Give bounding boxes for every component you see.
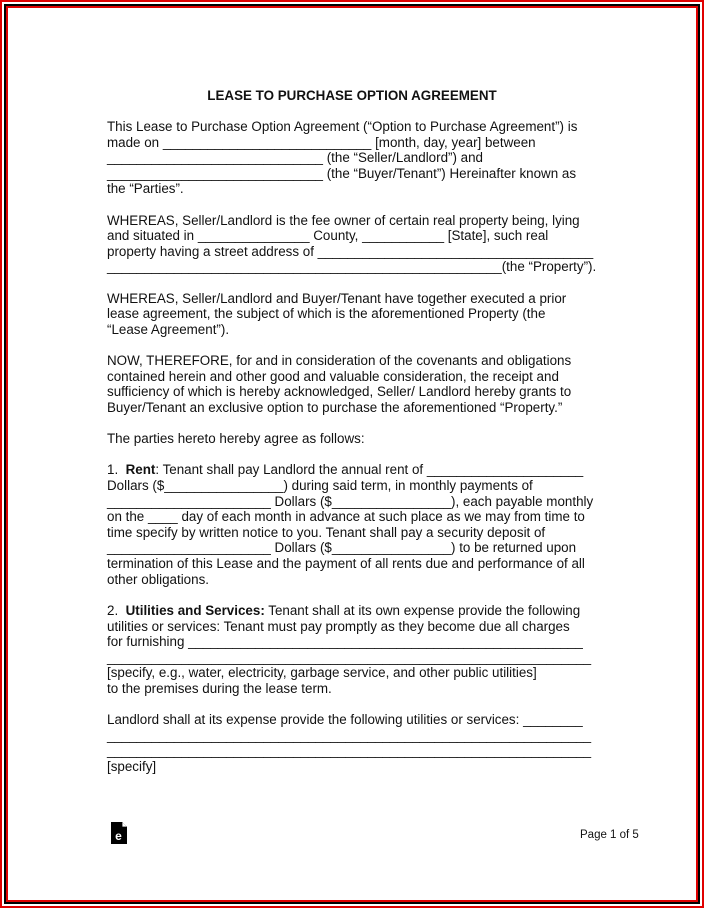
text-line: This Lease to Purchase Option Agreement (“Option to Purchase Agreement”) is [107,119,578,134]
text-line: sufficiency of which is hereby acknowledged, Seller/ Landlord hereby grants to [107,384,572,400]
text-line: and situated in _______________ County, ___________ [State], such real [107,228,549,244]
text-line: Landlord shall at its expense provide the following utilities or services: ________ [107,712,583,728]
text-line: _____________________________ (the “Buyer/Tenant”) Hereinafter known as [107,165,577,181]
section-heading: Rent [125,462,156,478]
document-title: LEASE TO PURCHASE OPTION AGREEMENT [207,88,497,103]
paragraph-spacer [107,697,607,713]
text-line: “Lease Agreement”). [107,321,230,337]
paragraph-spacer [107,447,607,463]
page-number: Page 1 of 5 [580,829,639,841]
text-line: The parties hereto hereby agree as follows: [107,431,365,447]
text-line: to the premises during the lease term. [107,680,332,696]
text-line: _____________________________________________________(the “Property”). [107,259,597,275]
text-line: _____________________________ (the “Seller/Landlord”) and [107,150,483,166]
text-line: the “Parties”. [107,181,184,197]
text-line: Dollars ($________________) during said term, in monthly payments of [107,478,533,494]
text-line: utilities or services: Tenant must pay promptly as they become due all charges [107,618,570,634]
paragraph-spacer [107,416,607,432]
text-line: Buyer/Tenant an exclusive option to purchase the aforementioned “Property.” [107,399,563,415]
text-line [107,462,607,478]
paragraph-spacer [107,338,607,354]
text-line: time specify by written notice to you. Tenant shall pay a security deposit of [107,524,546,540]
document-body [107,119,607,775]
text-line: [specify, e.g., water, electricity, garbage service, and other public utilities] [107,665,537,681]
text-line: WHEREAS, Seller/Landlord is the fee owner of certain real property being, lying [107,212,580,228]
text-line: made on ____________________________ [month, day, year] between [107,134,536,150]
text-segment: 1. [107,462,126,478]
text-segment: : Tenant shall pay Landlord the annual rent of _____________________ [155,462,584,478]
text-line: NOW, THEREFORE, for and in consideration of the covenants and obligations [107,353,572,369]
text-line [107,603,607,619]
text-line: _________________________________________________________________ [107,727,592,743]
text-line: [specify] [107,758,157,774]
text-line: other obligations. [107,571,209,587]
text-line: for furnishing _____________________________________________________ [107,634,583,650]
text-line: termination of this Lease and the payment of all rents due and performance of all [107,556,585,572]
text-line: contained herein and other good and valuable consideration, the receipt and [107,368,559,384]
text-line: _________________________________________________________________ [107,649,592,665]
eforms-logo-icon [111,822,127,844]
paragraph-spacer [107,197,607,213]
section-heading: Utilities and Services: [125,602,265,618]
text-segment: 2. [107,602,126,618]
text-line: ______________________ Dollars ($________________) to be returned upon [107,540,577,556]
paragraph-spacer [107,275,607,291]
text-line: _________________________________________________________________ [107,743,592,759]
paragraph-spacer [107,587,607,603]
svg-text:e: e [115,829,122,843]
text-line: lease agreement, the subject of which is the aforementioned Property (the [107,306,546,322]
text-line: WHEREAS, Seller/Landlord and Buyer/Tenant have together executed a prior [107,290,567,306]
text-line: property having a street address of _____________________________________ [107,243,594,259]
text-line: ______________________ Dollars ($________________), each payable monthly [107,493,594,509]
text-segment: Tenant shall at its own expense provide the following [264,602,581,618]
text-line: on the ____ day of each month in advance at such place as we may from time to [107,509,585,525]
